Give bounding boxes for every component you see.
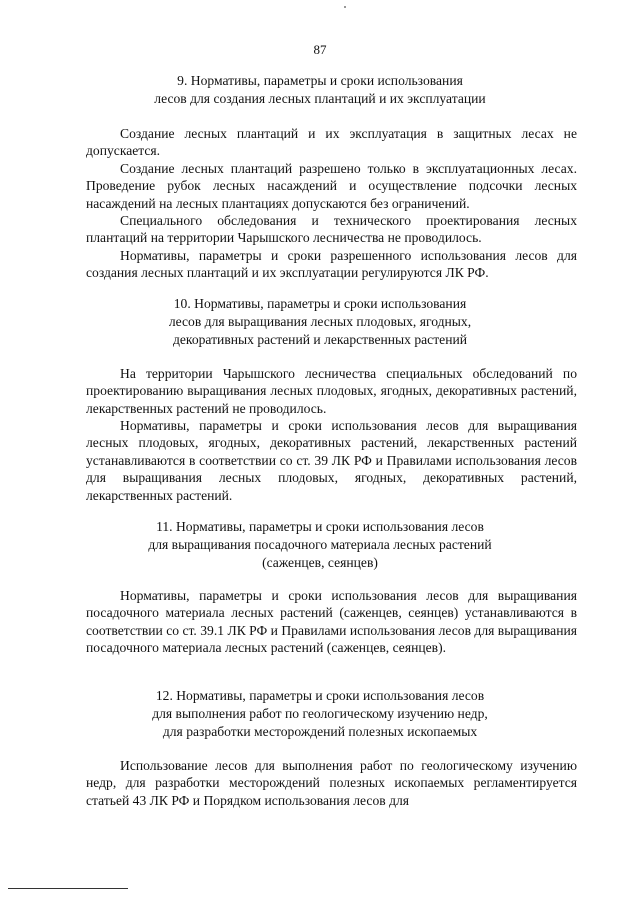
section-11-heading-line-1: 11. Нормативы, параметры и сроки использования лесов (156, 519, 484, 534)
section-12-heading-line-1: 12. Нормативы, параметры и сроки использования лесов (155, 688, 485, 703)
section-9-heading (80, 72, 560, 108)
section-10-paragraph-1: На территории Чарышского лесничества специальных обследований по проектированию выращивания лесных плодовых, ягодных, декоративных растений, лекарственных растений не проводилось. (86, 366, 577, 416)
section-10-heading-line-2: лесов для выращивания лесных плодовых, ягодных, (168, 314, 472, 329)
section-9-heading-line-2: лесов для создания лесных плантаций и их эксплуатации (154, 91, 486, 106)
footer-rule (8, 888, 128, 889)
section-10-heading-line-1: 10. Нормативы, параметры и сроки использования (173, 296, 467, 311)
section-9-heading-line-1: 9. Нормативы, параметры и сроки использования (177, 73, 463, 88)
section-10-heading-line-3: декоративных растений и лекарственных растений (172, 332, 468, 347)
section-12-paragraph-1: Использование лесов для выполнения работ по геологическому изучению недр, для разработки месторождений полезных ископаемых регламентируется статьей 43 ЛК РФ и Порядком использования лесов для (86, 758, 577, 808)
section-9-paragraph-4: Нормативы, параметры и сроки разрешенного использования лесов для создания лесных плантаций и их эксплуатации регулируются ЛК РФ. (86, 248, 577, 281)
section-12-heading-line-2: для выполнения работ по геологическому изучению недр, (152, 706, 488, 721)
section-11-heading (80, 518, 560, 572)
section-12-heading (80, 687, 560, 741)
page-number: 87 (313, 42, 327, 57)
section-12-heading-line-3: для разработки месторождений полезных ископаемых (162, 724, 478, 739)
section-11-heading-line-3: (саженцев, сеянцев) (262, 555, 378, 570)
section-11-paragraph-1: Нормативы, параметры и сроки использования лесов для выращивания посадочного материала лесных растений (саженцев, сеянцев) устанавливаются в соответствии со ст. 39.1 ЛК РФ и Правилами использования лесов для выращивания посадочного материала лесных растений (саженцев, сеянцев). (86, 588, 577, 656)
section-11-heading-line-2: для выращивания посадочного материала лесных растений (148, 537, 492, 552)
section-9-paragraph-1: Создание лесных плантаций и их эксплуатация в защитных лесах не допускается. (86, 126, 577, 159)
scan-mark (344, 6, 346, 8)
section-9-paragraph-2: Создание лесных плантаций разрешено только в эксплуатационных лесах. Проведение рубок лесных насаждений и осуществление подсочки лесных насаждений на лесных плантациях допускаются без ограничений. (86, 161, 577, 211)
section-10-paragraph-2: Нормативы, параметры и сроки использования лесов для выращивания лесных плодовых, ягодных, декоративных растений, лекарственных растений устанавливаются в соответствии со ст. 39 ЛК РФ и Правилами использования лесов для выращивания лесных плодовых, ягодных, декоративных растений, лекарственных растений. (86, 418, 577, 503)
section-9-paragraph-3: Специального обследования и технического проектирования лесных плантаций на территории Чарышского лесничества не проводилось. (86, 213, 577, 246)
section-10-heading (80, 295, 560, 349)
